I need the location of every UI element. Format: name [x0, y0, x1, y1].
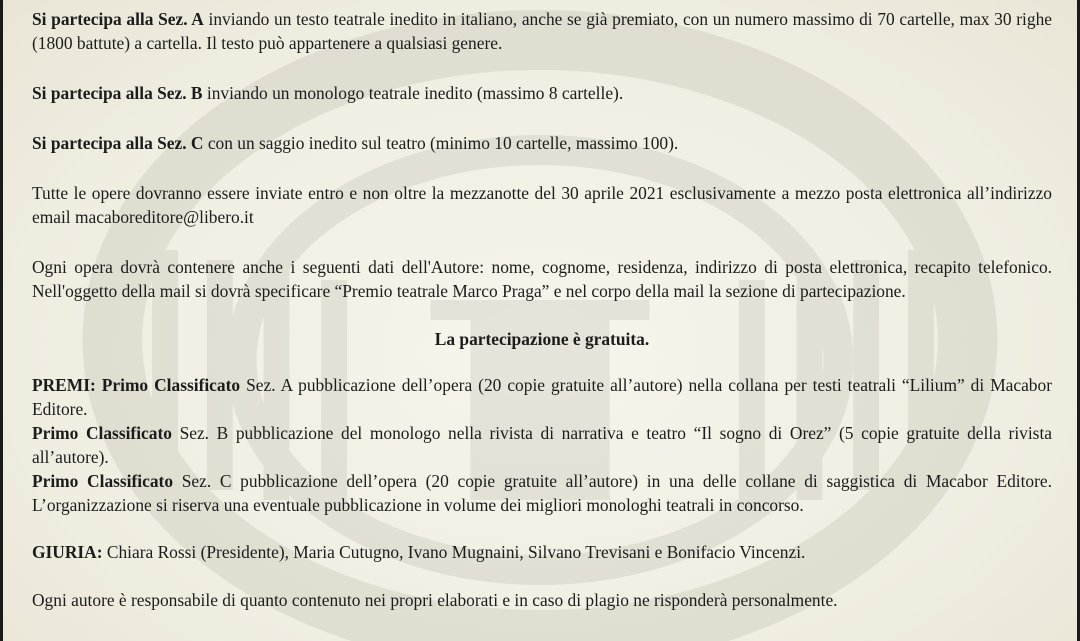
prize-b-paragraph: [32, 421, 1052, 469]
prizes-label: PREMI:: [32, 375, 96, 395]
prize-b-text: Sez. B pubblicazione del monologo nella rivista di narrativa e teatro “Il sogno di Orez” (5 copie gratuite della rivista all’autore).: [32, 423, 1052, 467]
section-c-paragraph: [32, 131, 1052, 155]
jury-text: Chiara Rossi (Presidente), Maria Cutugno, Ivano Mugnaini, Silvano Trevisani e Bonifacio Vincenzi.: [102, 542, 806, 562]
prize-c-first-label: Primo Classificato: [32, 471, 174, 491]
section-c-text: con un saggio inedito sul teatro (minimo 10 cartelle, massimo 100).: [203, 133, 679, 153]
prize-a-first-label: Primo Classificato: [101, 375, 241, 395]
jury-label: GIURIA:: [32, 542, 103, 562]
section-a-text: inviando un testo teatrale inedito in italiano, anche se già premiato, con un numero massimo di 70 cartelle, max 30 righe (1800 battute) a cartella. Il testo può appartenere a qualsiasi genere.: [32, 9, 1052, 53]
section-a-paragraph: [32, 7, 1052, 55]
author-data-paragraph: Ogni opera dovrà contenere anche i seguenti dati dell'Autore: nome, cognome, residenza, indirizzo di posta elettronica, recapito telefonico. Nell'oggetto della mail si dovrà specificare “Premio teatrale Marco Praga” e nel corpo della mail la sezione di partecipazione.: [32, 257, 1052, 301]
deadline-paragraph: Tutte le opere dovranno essere inviate entro e non oltre la mezzanotte del 30 aprile 2021 esclusivamente a mezzo posta elettronica all’indirizzo email macaboreditore@libero.it: [32, 183, 1052, 227]
prize-c-text: Sez. C pubblicazione dell’opera (20 copie gratuite all’autore) in una delle collane di saggistica di Macabor Editore. L’organizzazione si riserva una eventuale pubblicazione in volume dei migliori monologhi teatrali in concorso.: [32, 471, 1052, 515]
section-b-paragraph: [32, 81, 1052, 105]
responsibility-paragraph: Ogni autore è responsabile di quanto contenuto nei propri elaborati e in caso di plagio ne risponderà personalmente.: [32, 590, 838, 610]
jury-paragraph: [32, 540, 1052, 564]
section-b-text: inviando un monologo teatrale inedito (massimo 8 cartelle).: [202, 83, 624, 103]
section-a-label: Si partecipa alla Sez. A: [32, 9, 204, 29]
prize-c-paragraph: [32, 469, 1052, 517]
prize-b-first-label: Primo Classificato: [32, 423, 172, 443]
content: [32, 0, 1052, 612]
free-participation-notice: La partecipazione è gratuita.: [434, 329, 650, 349]
prize-a-paragraph: [32, 373, 1052, 421]
section-c-label: Si partecipa alla Sez. C: [32, 133, 204, 153]
prize-a-text: Sez. A pubblicazione dell’opera (20 copie gratuite all’autore) nella collana per testi teatrali “Lilium” di Macabor Editore.: [32, 375, 1052, 419]
section-b-label: Si partecipa alla Sez. B: [32, 83, 203, 103]
